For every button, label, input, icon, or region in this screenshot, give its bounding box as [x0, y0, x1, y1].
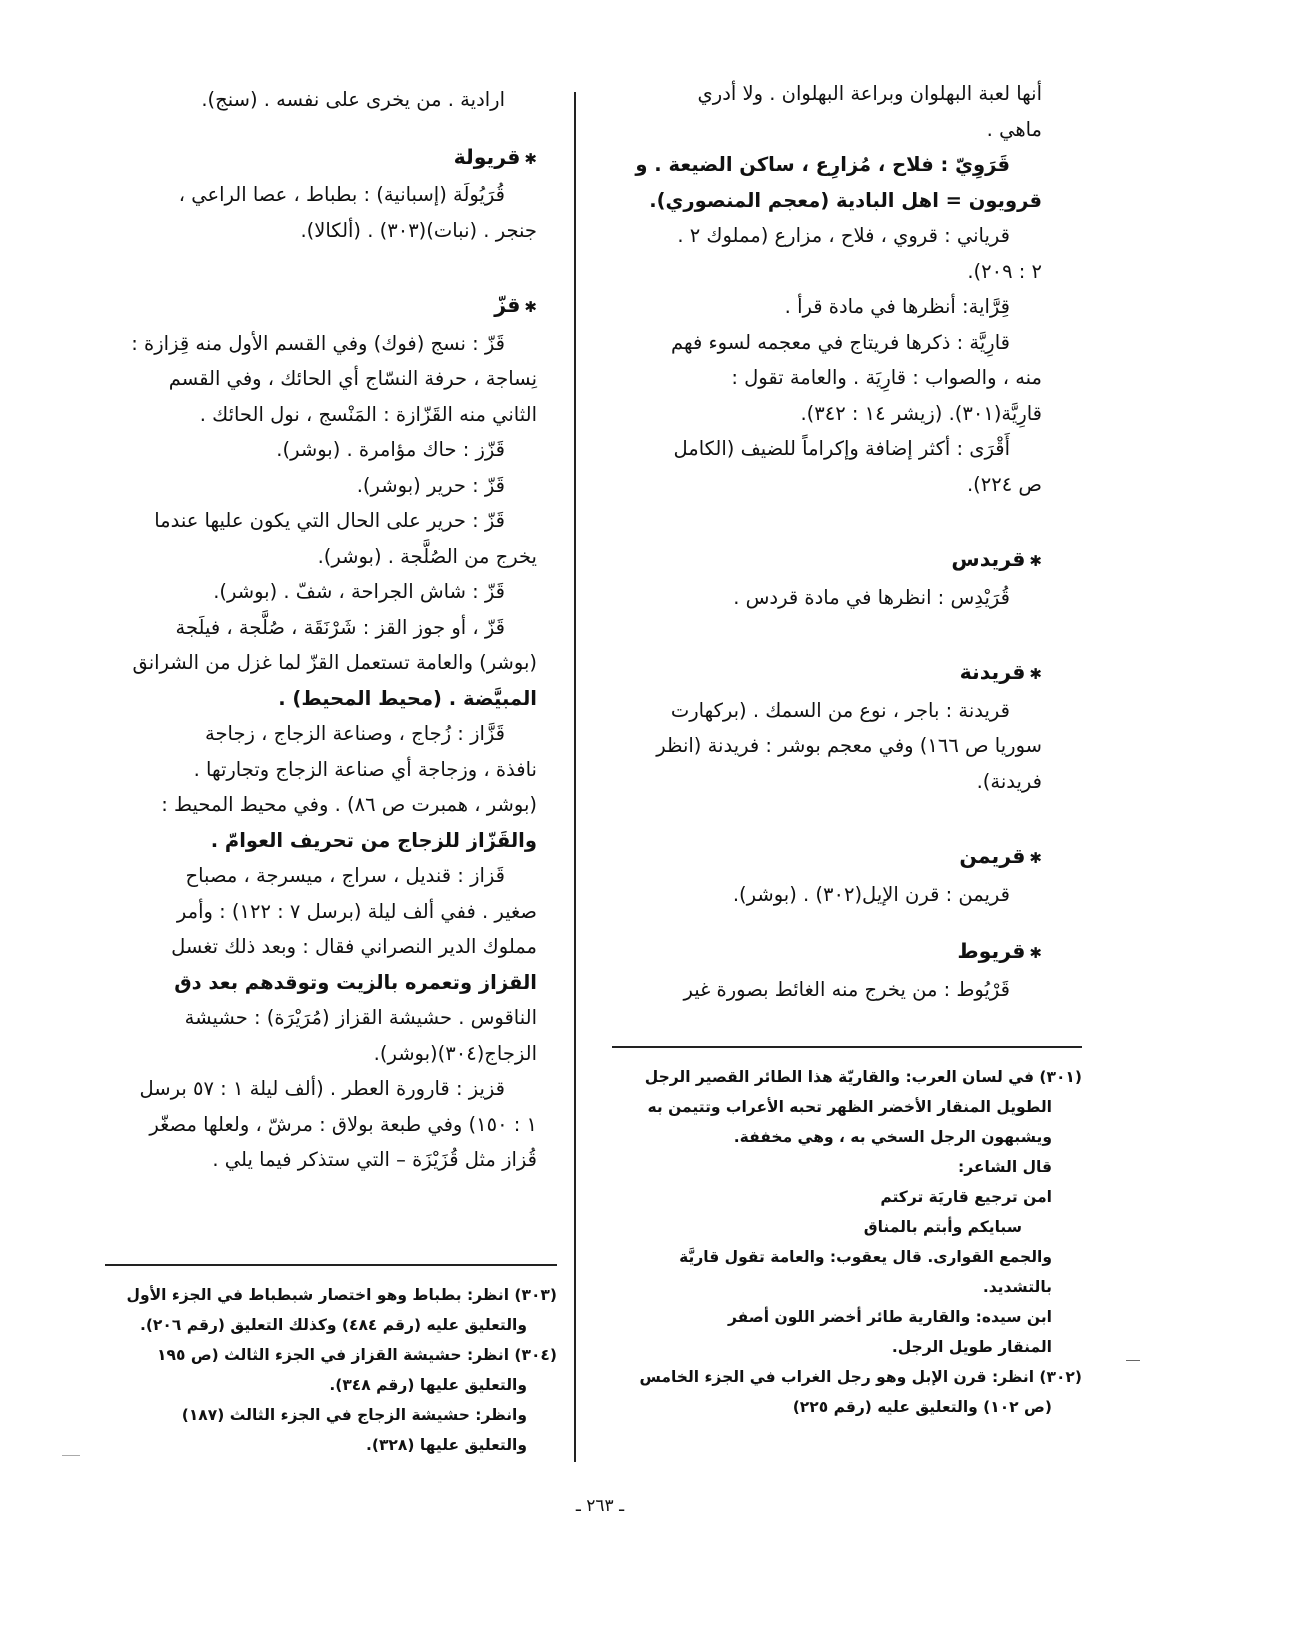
text-line: نافذة ، وزجاجة أي صناعة الزجاج وتجارتها . — [193, 757, 537, 781]
footnote-rule — [612, 1046, 1082, 1048]
text-line: نِساجة ، حرفة النسّاج أي الحائك ، وفي القسم — [168, 367, 537, 390]
asterisk-icon: ✱ — [1029, 849, 1042, 867]
text-line: (بوشر) والعامة تستعمل القزّ لما غزل من الشرانق — [132, 651, 537, 674]
text-line: قرياني : قروي ، فلاح ، مزارع (مملوك ٢ . — [677, 224, 1010, 247]
footnote-line: (٣٠٢) انظر: قرن الإبل وهو رجل الغراب في الجزء الخامس — [639, 1368, 1082, 1386]
text-line: منه ، والصواب : قارِيَة . والعامة تقول : — [731, 366, 1042, 389]
text-line: جنجر . (نبات)(٣٠٣) . (ألكالا). — [300, 218, 537, 242]
text-line: أنها لعبة البهلوان وبراعة البهلوان . ولا أدري — [697, 82, 1042, 105]
entry-heading: ✱قريدنة — [959, 660, 1042, 684]
text-line: قَزّز : حاك مؤامرة . (بوشر). — [276, 438, 505, 461]
text-line: قَزّ : حرير (بوشر). — [356, 473, 505, 497]
text-line: الناقوس . حشيشة القزاز (مُرَيْرَة) : حشيشة — [184, 1006, 537, 1029]
entry-heading: ✱قزّ — [494, 293, 537, 317]
text-line: قَزَّاز : زُجاج ، وصناعة الزجاج ، زجاجة — [205, 722, 505, 745]
right-column — [612, 76, 1042, 1007]
entry-heading: ✱قريوط — [957, 939, 1042, 963]
text-line: قارِيَّة : ذكرها فريتاج في معجمه لسوء فهم — [670, 330, 1010, 354]
footnote-line: ابن سيده: والقارية طائر أخضر اللون أصفر — [728, 1308, 1052, 1326]
text-line: يخرج من الصُلَّجة . (بوشر). — [317, 544, 537, 568]
text-line: قرويون = اهل البادية (معجم المنصوري). — [649, 188, 1042, 212]
text-line: قَرْيُوط : من يخرج منه الغائط بصورة غير — [683, 977, 1010, 1001]
text-line: ص ٢٢٤). — [966, 472, 1042, 496]
text-line: قارِيَّة(٣٠١). (زيشر ١٤ : ٣٤٢). — [800, 401, 1042, 425]
footnote-line: (٣٠١) في لسان العرب: والقاريّة هذا الطائر القصير الرجل — [644, 1068, 1082, 1086]
text-line: ٢ : ٢٠٩). — [967, 259, 1042, 283]
footnote-line: المنقار طويل الرجل. — [891, 1338, 1052, 1356]
text-line: قَزّ ، أو جوز القز : شَرْنَقَة ، صُلَّجة ، فيلَجة — [175, 615, 505, 639]
asterisk-icon: ✱ — [1029, 944, 1042, 962]
footnote-line: الطويل المنقار الأخضر الظهر تحبه الأعراب وتتيمن به — [647, 1098, 1052, 1116]
scan-mark — [1126, 1360, 1140, 1361]
text-line: سوريا ص ١٦٦) وفي معجم بوشر : فريدنة (انظر — [656, 734, 1042, 757]
left-column — [105, 82, 537, 1178]
footnote-line: قال الشاعر: — [958, 1158, 1052, 1176]
footnotes-right — [612, 1062, 1082, 1422]
footnote-line: ويشبهون الرجل السخي به ، وهي مخففة. — [733, 1128, 1052, 1146]
text-line: الزجاج(٣٠٤)(بوشر). — [373, 1041, 537, 1065]
asterisk-icon: ✱ — [1029, 665, 1042, 683]
text-line: والقَزّاز للزجاج من تحريف العوامّ . — [210, 828, 537, 852]
text-line: قريمن : قرن الإيل(٣٠٢) . (بوشر). — [732, 882, 1010, 906]
text-line: قَزاز : قنديل ، سراج ، ميسرجة ، مصباح — [185, 864, 505, 887]
text-line: قُرَيْدِس : انظرها في مادة قردس . — [733, 585, 1010, 609]
text-line: قَزّ : حرير على الحال التي يكون عليها عندما — [154, 509, 505, 532]
text-line: القزاز وتعمره بالزيت وتوقدهم بعد دق — [174, 970, 537, 994]
column-divider — [574, 92, 576, 1462]
footnote-line: والتعليق عليها (٣٢٨). — [365, 1436, 527, 1454]
footnote-line: (ص ١٠٢) والتعليق عليه (رقم ٢٢٥) — [792, 1398, 1052, 1416]
text-line: مملوك الدير النصراني فقال : وبعد ذلك تغسل — [171, 935, 537, 958]
text-line: قزيز : قارورة العطر . (ألف ليلة ١ : ٥٧ برسل — [139, 1077, 505, 1100]
entry-heading: ✱قريولة — [453, 144, 537, 169]
text-line: فريدنة). — [976, 769, 1042, 793]
text-line: ماهي . — [986, 117, 1042, 141]
text-line: قُزاز مثل قُزَيْزَة – التي ستذكر فيما يلي . — [212, 1148, 537, 1171]
footnote-line: والتعليق عليه (رقم ٤٨٤) وكذلك التعليق (رقم ٢٠٦). — [139, 1316, 527, 1334]
text-line: (بوشر ، همبرت ص ٨٦) . وفي محيط المحيط : — [161, 793, 537, 816]
footnote-line: بالتشديد. — [982, 1278, 1052, 1296]
footnote-line: (٣٠٤) انظر: حشيشة القزاز في الجزء الثالث (ص ١٩٥ — [157, 1346, 557, 1364]
text-line: قِرَّاية: أنظرها في مادة قرأ . — [784, 295, 1010, 318]
footnote-line: (٣٠٣) انظر: بطباط وهو اختصار شبطباط في الجزء الأول — [126, 1286, 557, 1304]
asterisk-icon: ✱ — [524, 298, 537, 316]
entry-heading: ✱قريمن — [959, 844, 1042, 868]
text-line: الثاني منه القَزّازة : المَنْسج ، نول الحائك . — [199, 402, 537, 426]
page-number: ـ ٢٦٣ ـ — [575, 1496, 625, 1516]
asterisk-icon: ✱ — [1029, 552, 1042, 570]
text-line: أَقْرَى : أكثر إضافة وإكراماً للضيف (الكامل — [673, 437, 1010, 460]
text-line: المبيَّضة . (محيط المحيط) . — [278, 686, 537, 710]
text-line: قَرَوِيّ : فلاح ، مُزارِع ، ساكن الضيعة . و — [635, 153, 1010, 176]
footnote-line: والتعليق عليها (رقم ٣٤٨). — [329, 1376, 527, 1394]
footnotes-left — [105, 1280, 557, 1460]
asterisk-icon: ✱ — [524, 149, 537, 168]
footnote-rule — [105, 1264, 557, 1266]
footnote-line: امن ترجيع قاريَة تركتم — [880, 1188, 1052, 1206]
footnote-line: سبايكم وأبتم بالمناق — [863, 1218, 1022, 1236]
text-line: قَزّ : نسج (فوك) وفي القسم الأول منه قِزازة : — [131, 331, 505, 355]
text-line: قَزّ : شاش الجراحة ، شفّ . (بوشر). — [213, 580, 505, 603]
text-line: صغير . ففي ألف ليلة (برسل ٧ : ١٢٢) : وأمر — [176, 899, 537, 923]
text-line: ارادية . من يخرى على نفسه . (سنج). — [201, 88, 505, 111]
entry-heading: ✱قريدس — [951, 547, 1042, 571]
scan-mark — [62, 1455, 80, 1456]
text-line: ١ : ١٥٠) وفي طبعة بولاق : مرشّ ، ولعلها مصغّر — [149, 1112, 537, 1136]
footnote-line: وانظر: حشيشة الزجاج في الجزء الثالث (١٨٧) — [181, 1406, 527, 1424]
text-line: قريدنة : باجر ، نوع من السمك . (بركهارت — [670, 698, 1010, 722]
text-line: قُرَيُولَة (إسبانية) : بطباط ، عصا الراعي ، — [178, 183, 505, 206]
footnote-line: والجمع القوارى. قال يعقوب: والعامة تقول قاريَّة — [679, 1248, 1052, 1266]
